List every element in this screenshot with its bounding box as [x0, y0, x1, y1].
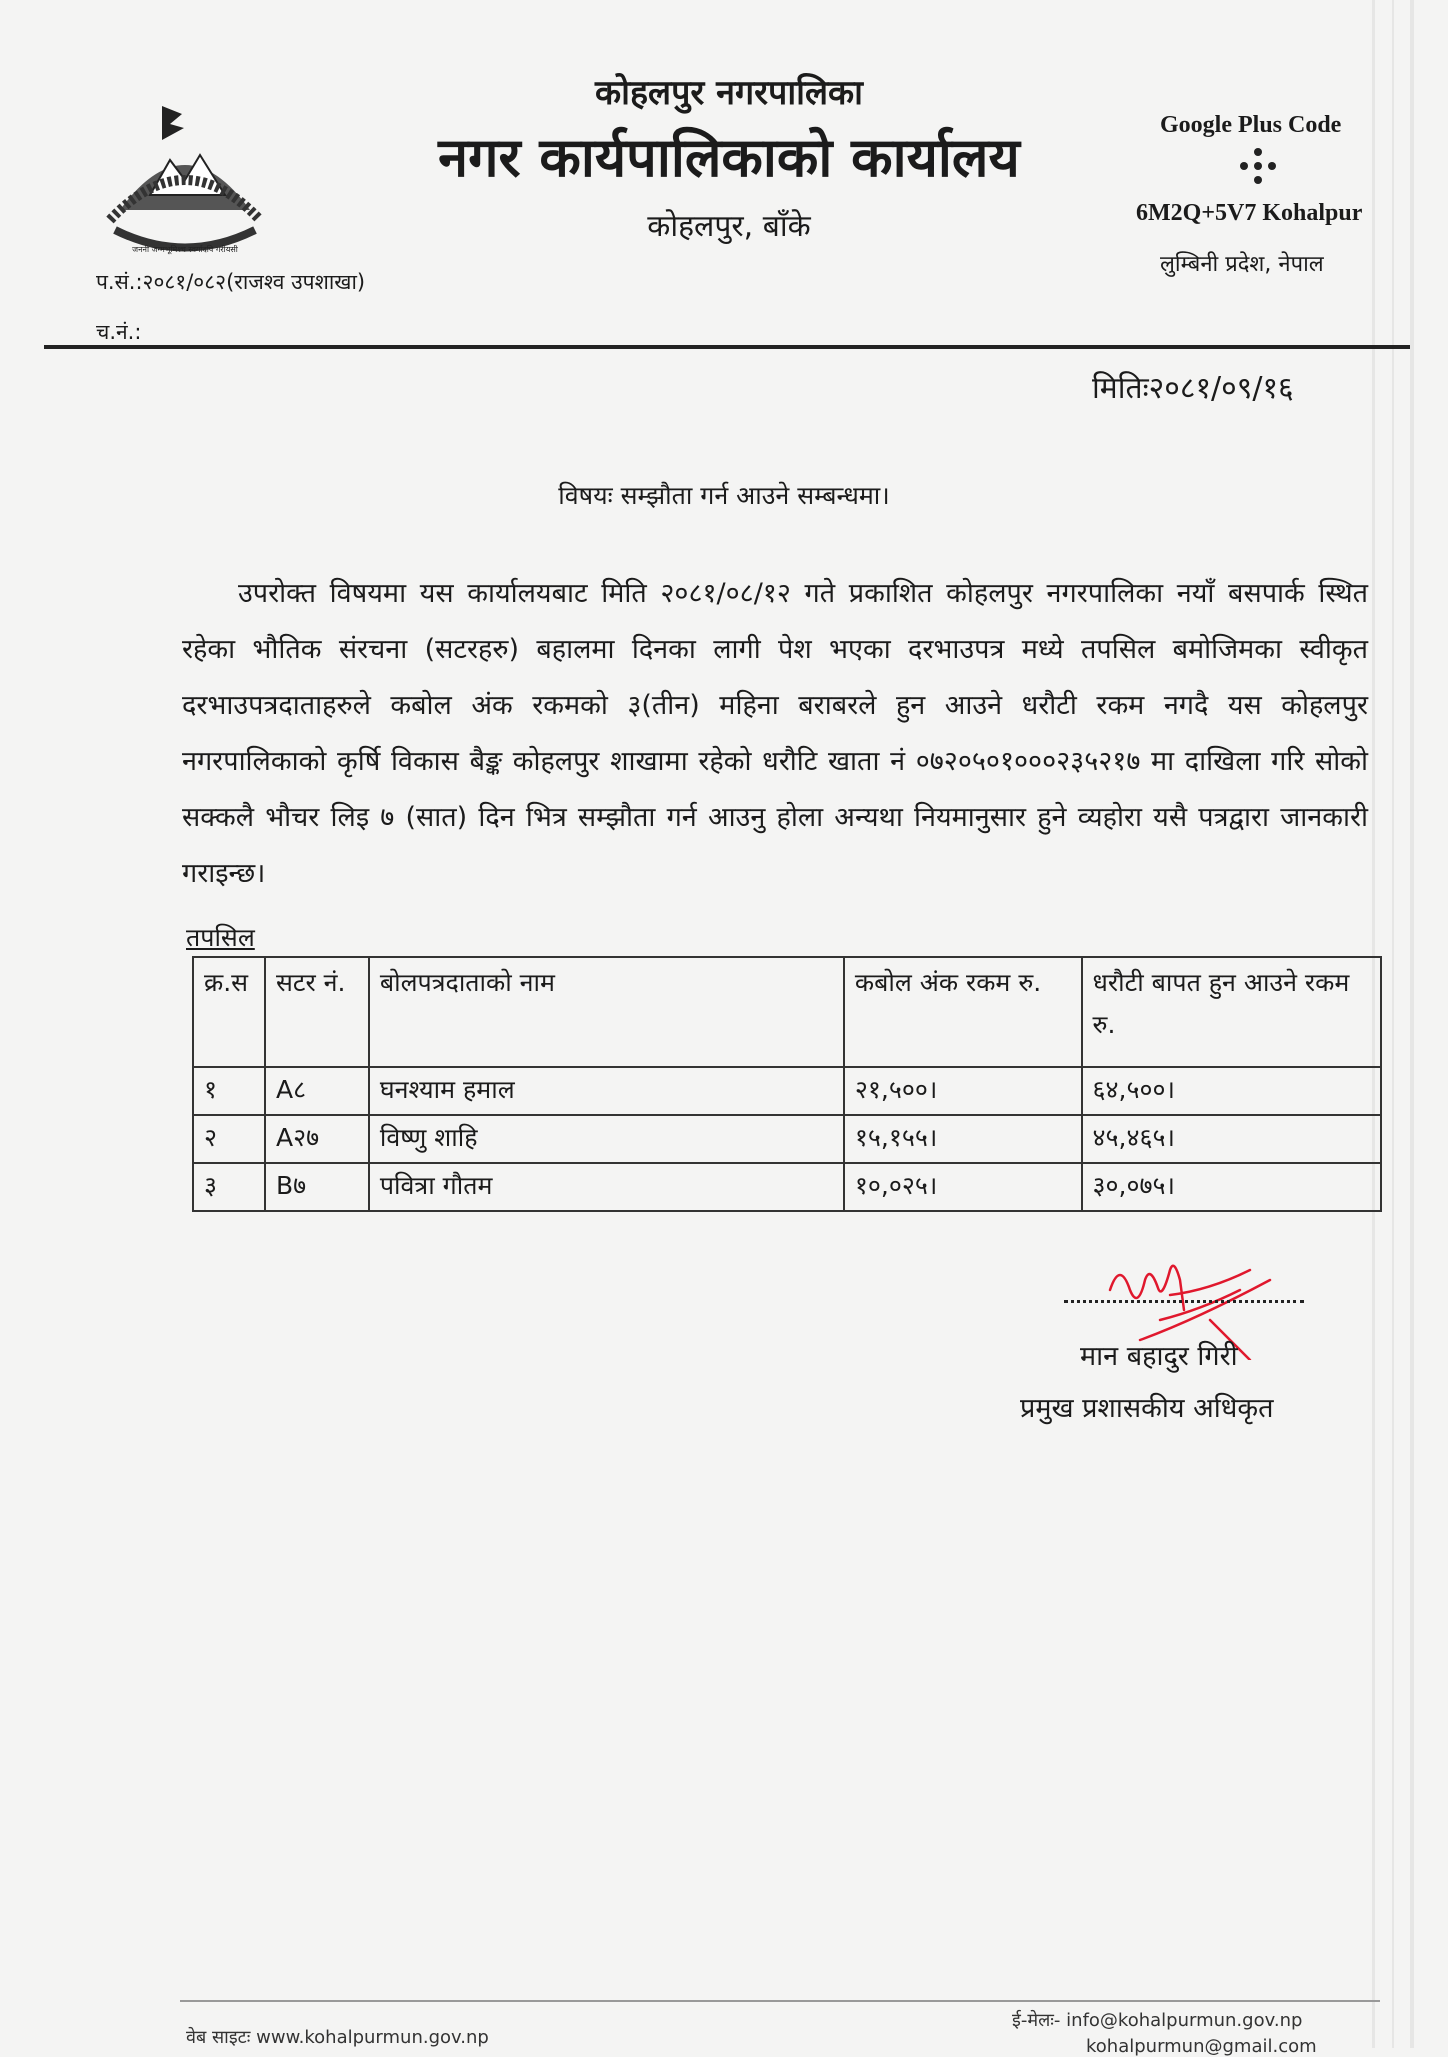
office-location: कोहलपुर, बाँके [647, 209, 811, 244]
cell-bidder: घनश्याम हमाल [369, 1067, 844, 1115]
table-row [193, 1115, 1381, 1163]
cell-deposit: ६४,५००। [1082, 1067, 1381, 1115]
plus-code: 6M2Q+5V7 Kohalpur [1136, 200, 1363, 226]
letter-body: उपरोक्त विषयमा यस कार्यालयबाट मिति २०८१/०८/१२ गते प्रकाशित कोहलपुर नगरपालिका नयाँ बसपार्क स्थित रहेका भौतिक संरचना (सटरहरु) बहालमा दिनका लागी पेश भएका दरभाउपत्र मध्ये तपसिल बमोजिमका स्वीकृत दरभाउपत्रदाताहरुले कबोल अंक रकमको ३(तीन) महिना बराबरले हुन आउने धरौटी रकम नगदै यस कोहलपुर नगरपालिकाको कृर्षि विकास बैङ्क कोहलपुर शाखामा रहेको धरौटि खाता नं ०७२०५०१०००२३५२१७ मा दाखिला गरि सोको सक्कलै भौचर लिइ ७ (सात) दिन भित्र सम्झौता गर्न आउनु होला अन्यथा नियमानुसार हुने व्यहोरा यसै पत्रद्वारा जानकारी गराइन्छ। [182, 578, 1368, 889]
cell-shutter: B७ [265, 1163, 369, 1211]
table-header-row [193, 957, 1381, 1067]
municipality-name: कोहलपुर नगरपालिका [595, 73, 863, 113]
footer-website [186, 2025, 489, 2049]
cell-bid-amount: १५,१५५। [844, 1115, 1082, 1163]
cell-deposit: ३०,०७५। [1082, 1163, 1381, 1211]
cell-bid-amount: १०,०२५। [844, 1163, 1082, 1211]
reference-number: प.सं.:२०८१/०८२(राजश्व उपशाखा) [96, 270, 366, 294]
footer-email [1012, 2008, 1302, 2032]
dispatch-number: च.नं.: [96, 320, 142, 344]
letter-date: मितिः२०८१/०९/१६ [1092, 371, 1294, 406]
bidder-table [192, 956, 1382, 1212]
col-header-sn: क्र.स [193, 957, 265, 1067]
office-name: नगर कार्यपालिकाको कार्यालय [438, 126, 1020, 189]
cell-sn: २ [193, 1115, 265, 1163]
table-row [193, 1067, 1381, 1115]
signatory-title: प्रमुख प्रशासकीय अधिकृत [1020, 1393, 1274, 1424]
table-label: तपसिल [186, 923, 255, 952]
scan-artifact [1392, 0, 1394, 2048]
website-label: वेब साइटः [186, 2027, 251, 2048]
email-link-info[interactable]: info@kohalpurmun.gov.np [1066, 2010, 1303, 2031]
col-header-deposit: धरौटी बापत हुन आउने रकम रु. [1082, 957, 1381, 1067]
cell-sn: ३ [193, 1163, 265, 1211]
signatory-name: मान बहादुर गिरी [1080, 1341, 1238, 1372]
plus-code-title: Google Plus Code [1160, 112, 1342, 138]
col-header-bid-amount: कबोल अंक रकम रु. [844, 957, 1082, 1067]
cell-bid-amount: २१,५००। [844, 1067, 1082, 1115]
plus-code-icon [1238, 146, 1278, 186]
cell-shutter: A८ [265, 1067, 369, 1115]
cell-bidder: विष्णु शाहि [369, 1115, 844, 1163]
col-header-shutter: सटर नं. [265, 957, 369, 1067]
header-divider [44, 345, 1410, 349]
scan-artifact [1410, 0, 1414, 2048]
province: लुम्बिनी प्रदेश, नेपाल [1160, 252, 1324, 277]
cell-bidder: पवित्रा गौतम [369, 1163, 844, 1211]
email-link-gmail[interactable]: kohalpurmun@gmail.com [1086, 2036, 1317, 2057]
signature-line [1064, 1300, 1304, 1303]
table-row [193, 1163, 1381, 1211]
footer-divider [180, 2000, 1380, 2002]
col-header-bidder: बोलपत्रदाताको नाम [369, 957, 844, 1067]
email-label: ई-मेलः- [1012, 2010, 1061, 2031]
cell-shutter: A२७ [265, 1115, 369, 1163]
website-link[interactable]: www.kohalpurmun.gov.np [256, 2027, 489, 2048]
cell-sn: १ [193, 1067, 265, 1115]
svg-text:जननी जन्मभूमिश्च स्वर्गादपि गर: जननी जन्मभूमिश्च स्वर्गादपि गरीयसी [132, 245, 238, 254]
cell-deposit: ४५,४६५। [1082, 1115, 1381, 1163]
letter-subject: विषयः सम्झौता गर्न आउने सम्बन्धमा। [558, 481, 890, 510]
